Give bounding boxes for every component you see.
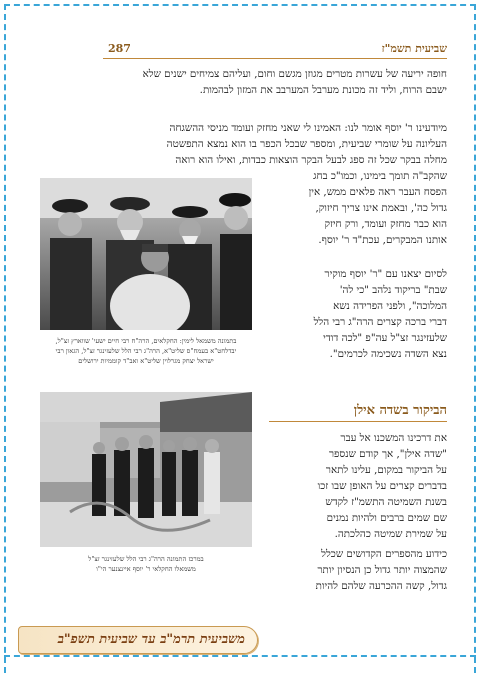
section-heading: הביקור בשדה אילן	[353, 403, 447, 418]
text-line: הפסח העבר ראה פלאים ממש, אין	[308, 186, 447, 198]
text-line: את דרכינו המשכנו אל עבר	[340, 432, 447, 444]
paragraph-4	[263, 266, 447, 362]
text-line: שבת" בריקוד נלהב "כי לה'	[339, 284, 447, 296]
text-line: שם שמים ברבים ולהיות נמנים	[326, 512, 447, 524]
text-line: העליונה על שומרי שביעית, ומספר שבכל הכפר בו הוא נמצא התפשטה	[166, 138, 447, 150]
text-line: אותנו המבקרים, עכת"ד ר' יוסף.	[318, 234, 447, 246]
text-line: ישבם הרוח, וליד זה מכונת מערבל המערבב את המזון לבהמות.	[199, 84, 447, 96]
text-line: מחלה בבקר שכל זה ספג לבעל הבקר הוצאות כבדות, ואילו הוא רואה	[175, 154, 447, 166]
text-line: שלעזינגר זצ"ל עה"פ "לכה דודי	[323, 332, 447, 344]
page-number: 287	[108, 42, 131, 55]
text-line: גדול כה', ובאמת אינו צריך חיזוק,	[315, 202, 447, 214]
text-line: דברי ברכה קצרים הרה"ג רבי הלל	[313, 316, 447, 328]
caption-line: יבדלחט"א בעמח"ס שליט"א, הרה"ג רבי הלל שלעזינגר זצ"ל, הגאון רבי	[55, 347, 237, 355]
photo-farm-visit	[40, 392, 252, 547]
text-line: בשנת השמיטה התשמ"ז לקדש	[325, 496, 447, 508]
header-rule	[103, 58, 447, 59]
footer-banner	[18, 626, 258, 654]
text-line: כידוע מהספרים הקדושים שכלל	[321, 548, 447, 560]
text-line: נצא השדה נשכימה לכרמים".	[329, 348, 447, 360]
section-rule	[269, 421, 447, 422]
text-line: לסיום יצאנו עם "ר' יוסף מוקיר	[324, 268, 447, 280]
caption-line: בתמונה משמאל לימין: החקלאים, הרה"ח רבי חיים ישעי' שווארץ זצ"ל,	[55, 337, 237, 345]
caption-line: במרכז התמונה הרה"ג רבי הלל שלעזינגר זצ"ל	[88, 555, 204, 563]
running-header-title: שביעית תשמ"ז	[381, 42, 447, 55]
paragraph-1	[40, 66, 447, 98]
text-line: על שמירת שמיטה כהלכתה.	[334, 528, 447, 540]
text-line: הוא כבר מחזק ועומד, ורק חיזק	[324, 218, 447, 230]
paragraph-5	[263, 430, 447, 542]
text-line: שהקב"ה תומך בימינו, וכמו"כ בחג	[313, 170, 447, 182]
text-line: בדברים קצרים על האופן שבו זכו	[317, 480, 447, 492]
paragraph-3	[263, 168, 447, 248]
text-line: המלוכה", ולפני הפרידה נשא	[333, 300, 447, 312]
photo-1-caption	[40, 336, 252, 366]
photo-crowd-greeting	[40, 178, 252, 330]
photo-2-caption	[40, 554, 252, 574]
photo-farm-visit-image	[40, 392, 252, 547]
paragraph-2	[40, 120, 447, 168]
text-line: על הביקור במקום, עלינו לתאר	[325, 464, 447, 476]
page-frame-bottom	[4, 655, 476, 657]
photo-crowd-greeting-image	[40, 178, 252, 330]
text-line: שהמצוה יותר גדול כן הנסיון יותר	[317, 564, 447, 576]
text-line: מיודעינו ר' יוסף אומר לנו: האמינו לי שאני מחזק ועומד מניסי ההשגחה	[169, 122, 447, 134]
text-line: גדול, קשה ההכרעה שלהם להיות	[315, 580, 447, 592]
text-line: "שדה אילן", אך קודם שנספר	[328, 448, 447, 460]
caption-line: ישראל יצחק מגרלוין שליט"א ואב"ד קוממיות ירושלים	[78, 357, 214, 365]
caption-line: משמאלו החקלאי ר' יוסף איינצנער הי"ו	[96, 565, 196, 573]
text-line: חופה יריעה של עשרות מטרים מגוזן מגשם וחום, ועליהם צמיחים ישנים שלא	[142, 68, 447, 80]
paragraph-6	[263, 546, 447, 594]
footer-banner-text: משביעית תרמ"ב עד שביעית תשפ"ב	[57, 632, 245, 647]
